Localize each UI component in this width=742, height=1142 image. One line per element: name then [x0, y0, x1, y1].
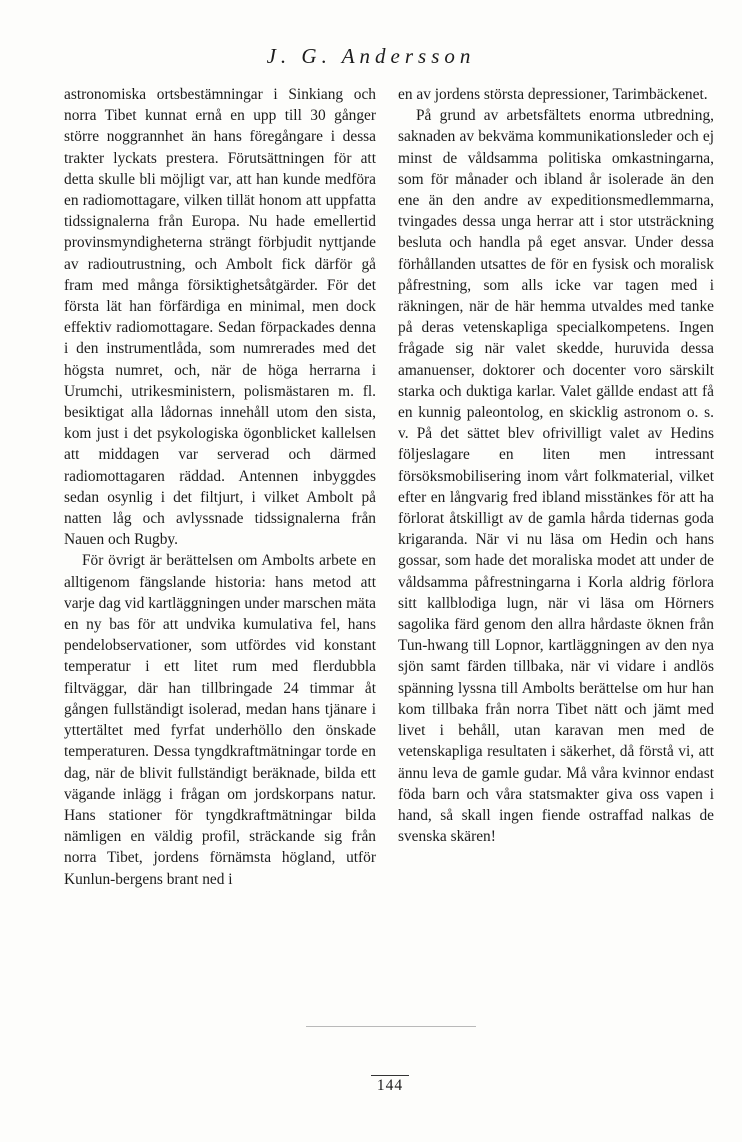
page-number-block — [0, 1075, 742, 1095]
running-head-author: J. G. Andersson — [266, 44, 476, 68]
left-column — [64, 84, 376, 890]
left-paragraph-2: För övrigt är berättelsen om Ambolts arbete en alltigenom fängslande historia: hans metod att varje dag vid kartläggningen under marschen mäta en ny bas för att undvika kumulativa fel, hans pendelobservationer, som utfördes vid konstant temperatur i ett litet rum med flerdubbla filtväggar, där han tillbringade 24 timmar åt gången fullständigt isolerad, medan hans tjänare i yttertältet med fyrfat underhöllo den önskade temperaturen. Dessa tyngdkraftmätningar torde en dag, när de blivit fullständigt beräknade, bilda ett vägande inlägg i frågan om jordskorpans natur. Hans stationer för tyngdkraftmätningar bilda nämligen en väldig profil, sträckande sig från norra Tibet, jordens förnämsta högland, utför Kunlun-bergens brant ned i — [64, 552, 376, 888]
right-paragraph-2: På grund av arbetsfältets enorma utbredning, saknaden av bekväma kommunikationsleder och ej minst de våldsamma politiska omkastningarna, som för månader och ibland år isolerade än den ene än den andre av expeditionsmedlemmarna, tvingades dessa unga herrar att i stor utsträckning besluta och handla på eget ansvar. Under dessa förhållanden utsattes de för en fysisk och moralisk påfrestning, som alls icke var tagen med i räkningen, när de här hemma utvaldes med tanke på deras vetenskapliga specialkompetens. Ingen frågade sig när valet skedde, huruvida dessa amanuenser, doktorer och docenter voro särskilt starka och duktiga karlar. Valet gällde endast att få en kunnig paleontolog, en skicklig astronom o. s. v. På det sättet blev ofrivilligt valet av Hedins följeslagare en liten men intressant försöksmobilisering inom vårt folkmaterial, vilket efter en långvarig fred ibland misstänkes för att ha förlorat åtskilligt av de gamla hårda tidernas goda krigaranda. När vi nu läsa om Hedin och hans gossar, som hade det moraliska modet att under de våldsamma påfrestningarna i Korla aldrig förlora sitt kallblodiga lugn, när vi läsa om Hörners sagolika färd genom den allra hårdaste öknen från Tun-hwang till Lopnor, kartläggningen av den nya sjön samt färden tillbaka, när vi vidare i andlös spänning lyssna till Ambolts berättelse om hur han kom tillbaka från norra Tibet nätt och jämt med livet i behåll, utan karavan men med de vetenskapliga resultaten i säkerhet, då förstå vi, att ännu leva de gamle gudar. Må våra kvinnor endast föda barn och våra statsmakter giva oss vapen i hand, så skall ingen fiende ostraffad nalkas de svenska skären! — [398, 107, 714, 846]
page-number: 144 — [371, 1075, 409, 1093]
section-divider — [306, 1026, 476, 1027]
left-paragraph-1: astronomiska ortsbestämningar i Sinkiang och norra Tibet kunnat ernå en upp till 30 gånger större noggrannhet än hans föregångare i dessa trakter lyckats prestera. Förutsättningen för att detta skulle bli möjligt var, att han kunde medföra en radiomottagare, vilken tillät honom att uppfatta tidssignalerna från Europa. Nu hade emellertid provinsmyndigheterna strängt förbjudit nyttjande av radioutrustning, och Ambolt fick därför gå fram med många försiktighetsåtgärder. För det första lät han förfärdiga en minimal, men dock effektiv radiomottagare. Sedan förpackades denna i den instrumentlåda, som numrerades med det högsta numret, och, när de höga herrarna i Urumchi, utrikesministern, polismästaren m. fl. besiktigat alla lådornas innehåll utom den sista, kom just i det psykologiska ögonblicket kallelsen att middagen var serverad och därmed radiomottagaren räddad. Antennen inbyggdes sedan osynlig i det filtjurt, i vilket Ambolt på natten låg och avlyssnade tidssignalerna från Nauen och Rugby. — [64, 86, 376, 549]
right-column — [398, 84, 714, 847]
right-paragraph-1: en av jordens största depressioner, Tarimbäckenet. — [398, 86, 708, 103]
